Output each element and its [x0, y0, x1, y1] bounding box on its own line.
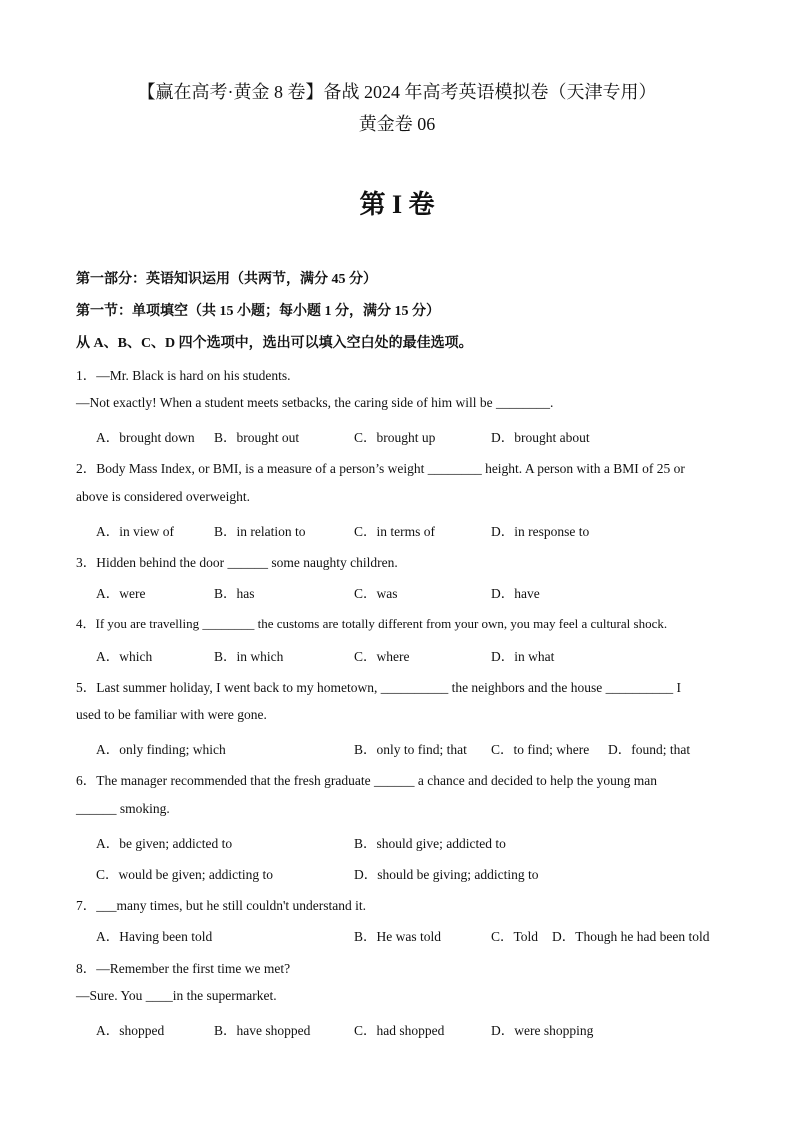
- question-5-line-1: 5．Last summer holiday, I went back to my hometown, __________ the neighbors and the house __________ I: [76, 680, 682, 695]
- part-heading: 第一部分：英语知识运用（共两节，满分 45 分）: [76, 272, 377, 287]
- question-5-option-c: C．to find; where: [491, 742, 590, 757]
- question-8-option-b: B．have shopped: [214, 1023, 311, 1038]
- question-8-line-2: —Sure. You ____in the supermarket.: [76, 988, 277, 1003]
- question-3-option-b: B．has: [214, 586, 255, 601]
- question-4-option-b: B．in which: [214, 649, 284, 664]
- question-7-option-b: B．He was told: [354, 929, 441, 944]
- question-3-line-1: 3．Hidden behind the door ______ some naughty children.: [76, 555, 398, 570]
- question-2-option-a: A．in view of: [96, 524, 174, 539]
- question-8-option-c: C．had shopped: [354, 1023, 445, 1038]
- instruction-text: 从 A、B、C、D 四个选项中，选出可以填入空白处的最佳选项。: [76, 336, 473, 351]
- question-1-line-1: 1．—Mr. Black is hard on his students.: [76, 368, 291, 383]
- volume-heading: 第 I 卷: [359, 190, 435, 219]
- question-6-line-2: ______ smoking.: [76, 801, 170, 816]
- question-6-option-d: D．should be giving; addicting to: [354, 867, 539, 882]
- question-7-line-1: 7．___many times, but he still couldn't understand it.: [76, 898, 367, 913]
- question-4-option-a: A．which: [96, 649, 153, 664]
- question-6-option-b: B．should give; addicted to: [354, 836, 506, 851]
- question-2-option-c: C．in terms of: [354, 524, 435, 539]
- question-6-option-a: A．be given; addicted to: [96, 836, 233, 851]
- question-5-option-b: B．only to find; that: [354, 742, 467, 757]
- question-8-option-d: D．were shopping: [491, 1023, 594, 1038]
- question-1-option-b: B．brought out: [214, 430, 300, 445]
- question-1-option-c: C．brought up: [354, 430, 436, 445]
- question-7-option-a: A．Having been told: [96, 929, 213, 944]
- question-1-line-2: —Not exactly! When a student meets setbacks, the caring side of him will be ________.: [76, 395, 554, 410]
- question-2-line-1: 2．Body Mass Index, or BMI, is a measure of a person’s weight ________ height. A person with a BMI of 25 or: [76, 461, 685, 476]
- question-6-option-c: C．would be given; addicting to: [96, 867, 273, 882]
- question-8-option-a: A．shopped: [96, 1023, 165, 1038]
- document-title: 【赢在高考·黄金 8 卷】备战 2024 年高考英语模拟卷（天津专用）: [137, 82, 657, 102]
- question-2-line-2: above is considered overweight.: [76, 489, 250, 504]
- question-3-option-c: C．was: [354, 586, 398, 601]
- question-4-option-c: C．where: [354, 649, 410, 664]
- question-3-option-d: D．have: [491, 586, 540, 601]
- question-1-option-d: D．brought about: [491, 430, 590, 445]
- question-4-line-1: 4．If you are travelling ________ the customs are totally different from your own, you may feel a cultural shock.: [76, 616, 668, 631]
- question-7-option-d: D．Though he had been told: [552, 929, 710, 944]
- question-2-option-b: B．in relation to: [214, 524, 306, 539]
- question-1-option-a: A．brought down: [96, 430, 195, 445]
- document-subtitle: 黄金卷 06: [358, 114, 436, 134]
- question-5-option-d: D．found; that: [608, 742, 691, 757]
- question-4-option-d: D．in what: [491, 649, 555, 664]
- question-6-line-1: 6．The manager recommended that the fresh graduate ______ a chance and decided to help the young man: [76, 773, 658, 788]
- question-5-line-2: used to be familiar with were gone.: [76, 707, 267, 722]
- question-8-line-1: 8．—Remember the first time we met?: [76, 961, 291, 976]
- subsection-heading: 第一节：单项填空（共 15 小题；每小题 1 分，满分 15 分）: [76, 304, 440, 319]
- question-3-option-a: A．were: [96, 586, 146, 601]
- question-2-option-d: D．in response to: [491, 524, 590, 539]
- question-5-option-a: A．only finding; which: [96, 742, 226, 757]
- question-7-option-c: C．Told: [491, 929, 539, 944]
